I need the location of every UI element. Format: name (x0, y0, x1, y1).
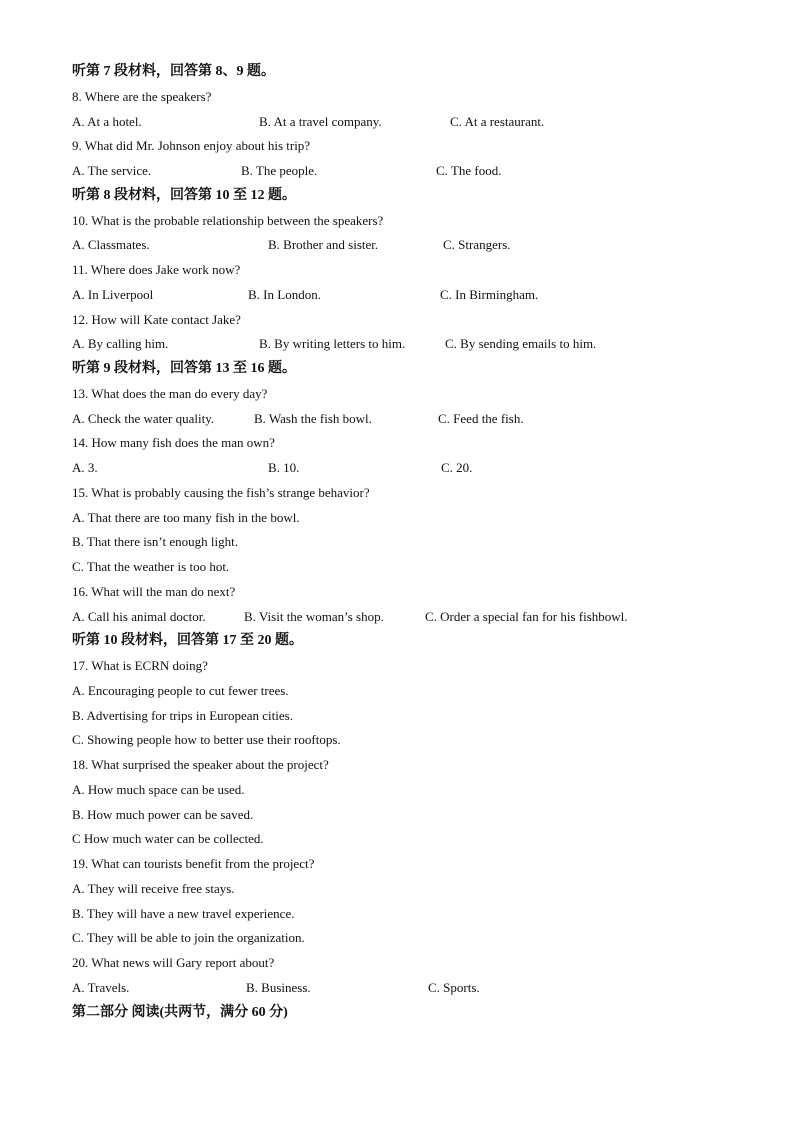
option-a: A. How much space can be used. (72, 781, 245, 797)
section-heading: 听第 8 段材料，回答第 10 至 12 题。 (72, 187, 296, 203)
option-b: B. They will have a new travel experience. (72, 905, 295, 921)
option-row (72, 159, 732, 184)
option-b: B. How much power can be saved. (72, 806, 254, 822)
option-b: B. Brother and sister. (268, 237, 379, 253)
option-a: A. Classmates. (72, 237, 150, 253)
option-c: C. Showing people how to better use their rooftops. (72, 732, 341, 748)
option-b: B. Wash the fish bowl. (254, 410, 372, 426)
question-text: 20. What news will Gary report about? (72, 955, 275, 970)
section-heading: 听第 9 段材料，回答第 13 至 16 题。 (72, 361, 296, 376)
question-text: 13. What does the man do every day? (72, 385, 268, 401)
question-text: 12. How will Kate contact Jake? (72, 311, 241, 327)
question-text: 17. What is ECRN doing? (72, 658, 208, 673)
question-text: 8. Where are the speakers? (72, 88, 212, 104)
option-c: C. The food. (436, 163, 502, 178)
option-b: B. Advertising for trips in European cities. (72, 707, 293, 723)
option-b: B. Visit the woman’s shop. (244, 608, 384, 624)
option-c: C. That the weather is too hot. (72, 559, 230, 574)
question-text: 19. What can tourists benefit from the project? (72, 856, 315, 871)
question-text: 9. What did Mr. Johnson enjoy about his trip? (72, 138, 311, 154)
option-c: C. They will be able to join the organization. (72, 930, 305, 946)
option-a: A. 3. (72, 460, 98, 475)
option-c: C. 20. (441, 460, 473, 475)
option-row (72, 332, 732, 357)
option-a: A. Call his animal doctor. (72, 608, 206, 624)
option-b: B. 10. (268, 460, 300, 475)
question-text: 11. Where does Jake work now? (72, 262, 241, 277)
option-b: B. Business. (246, 979, 311, 995)
option-b: B. That there isn’t enough light. (72, 534, 238, 550)
option-a: A. The service. (72, 163, 152, 178)
option-row (72, 456, 732, 481)
option-a: A. At a hotel. (72, 113, 142, 129)
option-b: B. At a travel company. (259, 113, 382, 129)
part-two-heading: 第二部分 阅读(共两节，满分 60 分) (72, 1004, 288, 1020)
option-a: A. That there are too many fish in the bowl. (72, 509, 300, 525)
option-row (72, 233, 732, 258)
option-a: A. By calling him. (72, 336, 169, 352)
option-row (72, 605, 732, 630)
exam-page (72, 60, 732, 1025)
question-text: 15. What is probably causing the fish’s strange behavior? (72, 484, 370, 500)
option-c: C. Order a special fan for his fishbowl. (425, 608, 628, 624)
option-a: A. In Liverpool (72, 286, 154, 302)
question-text: 18. What surprised the speaker about the project? (72, 757, 329, 772)
question-text: 10. What is the probable relationship between the speakers? (72, 212, 384, 228)
question-text: 16. What will the man do next? (72, 583, 236, 599)
option-c: C. Sports. (428, 979, 480, 995)
option-b: B. By writing letters to him. (259, 336, 406, 352)
option-c: C. In Birmingham. (440, 286, 539, 302)
option-c: C. Strangers. (443, 237, 511, 253)
option-a: A. Travels. (72, 979, 130, 995)
option-a: A. Check the water quality. (72, 410, 215, 426)
question-text: 14. How many fish does the man own? (72, 435, 275, 451)
section-heading: 听第 7 段材料，回答第 8、9 题。 (72, 64, 275, 79)
option-row (72, 976, 732, 1001)
option-b: B. In London. (248, 286, 321, 302)
option-row (72, 283, 732, 308)
option-c: C. At a restaurant. (450, 113, 545, 129)
option-c: C. By sending emails to him. (445, 336, 597, 352)
option-a: A. Encouraging people to cut fewer trees. (72, 682, 289, 698)
option-a: A. They will receive free stays. (72, 880, 235, 896)
section-heading: 听第 10 段材料，回答第 17 至 20 题。 (72, 633, 303, 649)
option-b: B. The people. (241, 163, 318, 178)
option-c: C How much water can be collected. (72, 831, 264, 847)
option-row (72, 407, 732, 432)
option-c: C. Feed the fish. (438, 410, 524, 426)
option-row (72, 110, 732, 135)
